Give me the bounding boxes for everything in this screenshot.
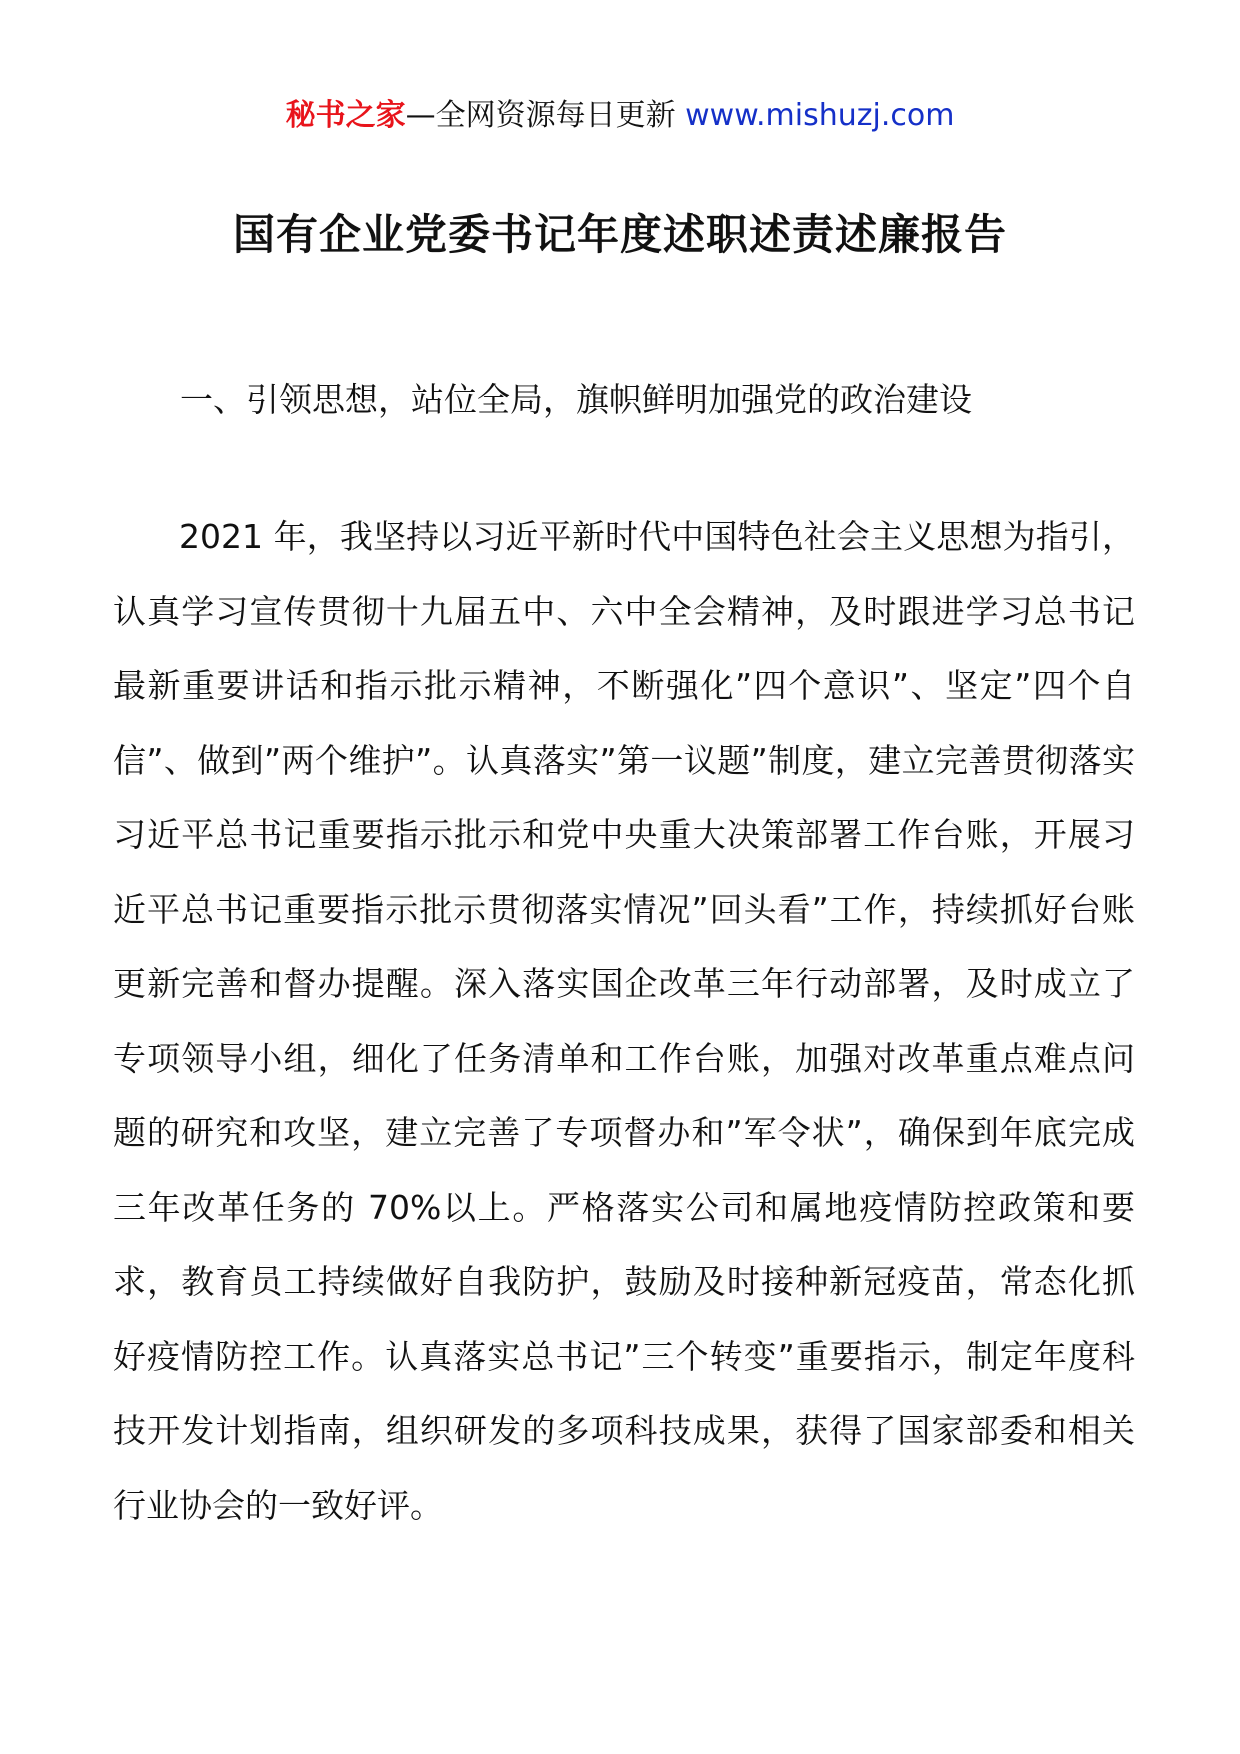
brand-name: 秘书之家 bbox=[285, 98, 406, 133]
site-url-link[interactable]: www.mishuzj.com bbox=[685, 98, 955, 133]
document-title: 国有企业党委书记年度述职述责述廉报告 bbox=[232, 210, 1007, 259]
body-paragraph: 2021 年，我坚持以习近平新时代中国特色社会主义思想为指引，认真学习宣传贯彻十九届五中、六中全会精神，及时跟进学习总书记最新重要讲话和指示批示精神，不断强化”四个意识”、坚定”四个自信”、做到”两个维护”。认真落实”第一议题”制度，建立完善贯彻落实习近平总书记重要指示批示和党中央重大决策部署工作台账，开展习近平总书记重要指示批示贯彻落实情况”回头看”工作，持续抓好台账更新完善和督办提醒。深入落实国企改革三年行动部署，及时成立了专项领导小组，细化了任务清单和工作台账，加强对改革重点难点问题的研究和攻坚，建立完善了专项督办和”军令状”，确保到年底完成三年改革任务的 70%以上。严格落实公司和属地疫情防控政策和要求，教育员工持续做好自我防护，鼓励及时接种新冠疫苗，常态化抓好疫情防控工作。认真落实总书记”三个转变”重要指示，制定年度科技开发计划指南，组织研发的多项科技成果，获得了国家部委和相关行业协会的一致好评。 bbox=[113, 517, 1135, 1525]
site-header bbox=[0, 96, 1240, 136]
header-tagline: —全网资源每日更新 bbox=[405, 98, 676, 133]
section-heading: 一、引领思想，站位全局，旗帜鲜明加强党的政治建设 bbox=[180, 380, 972, 419]
